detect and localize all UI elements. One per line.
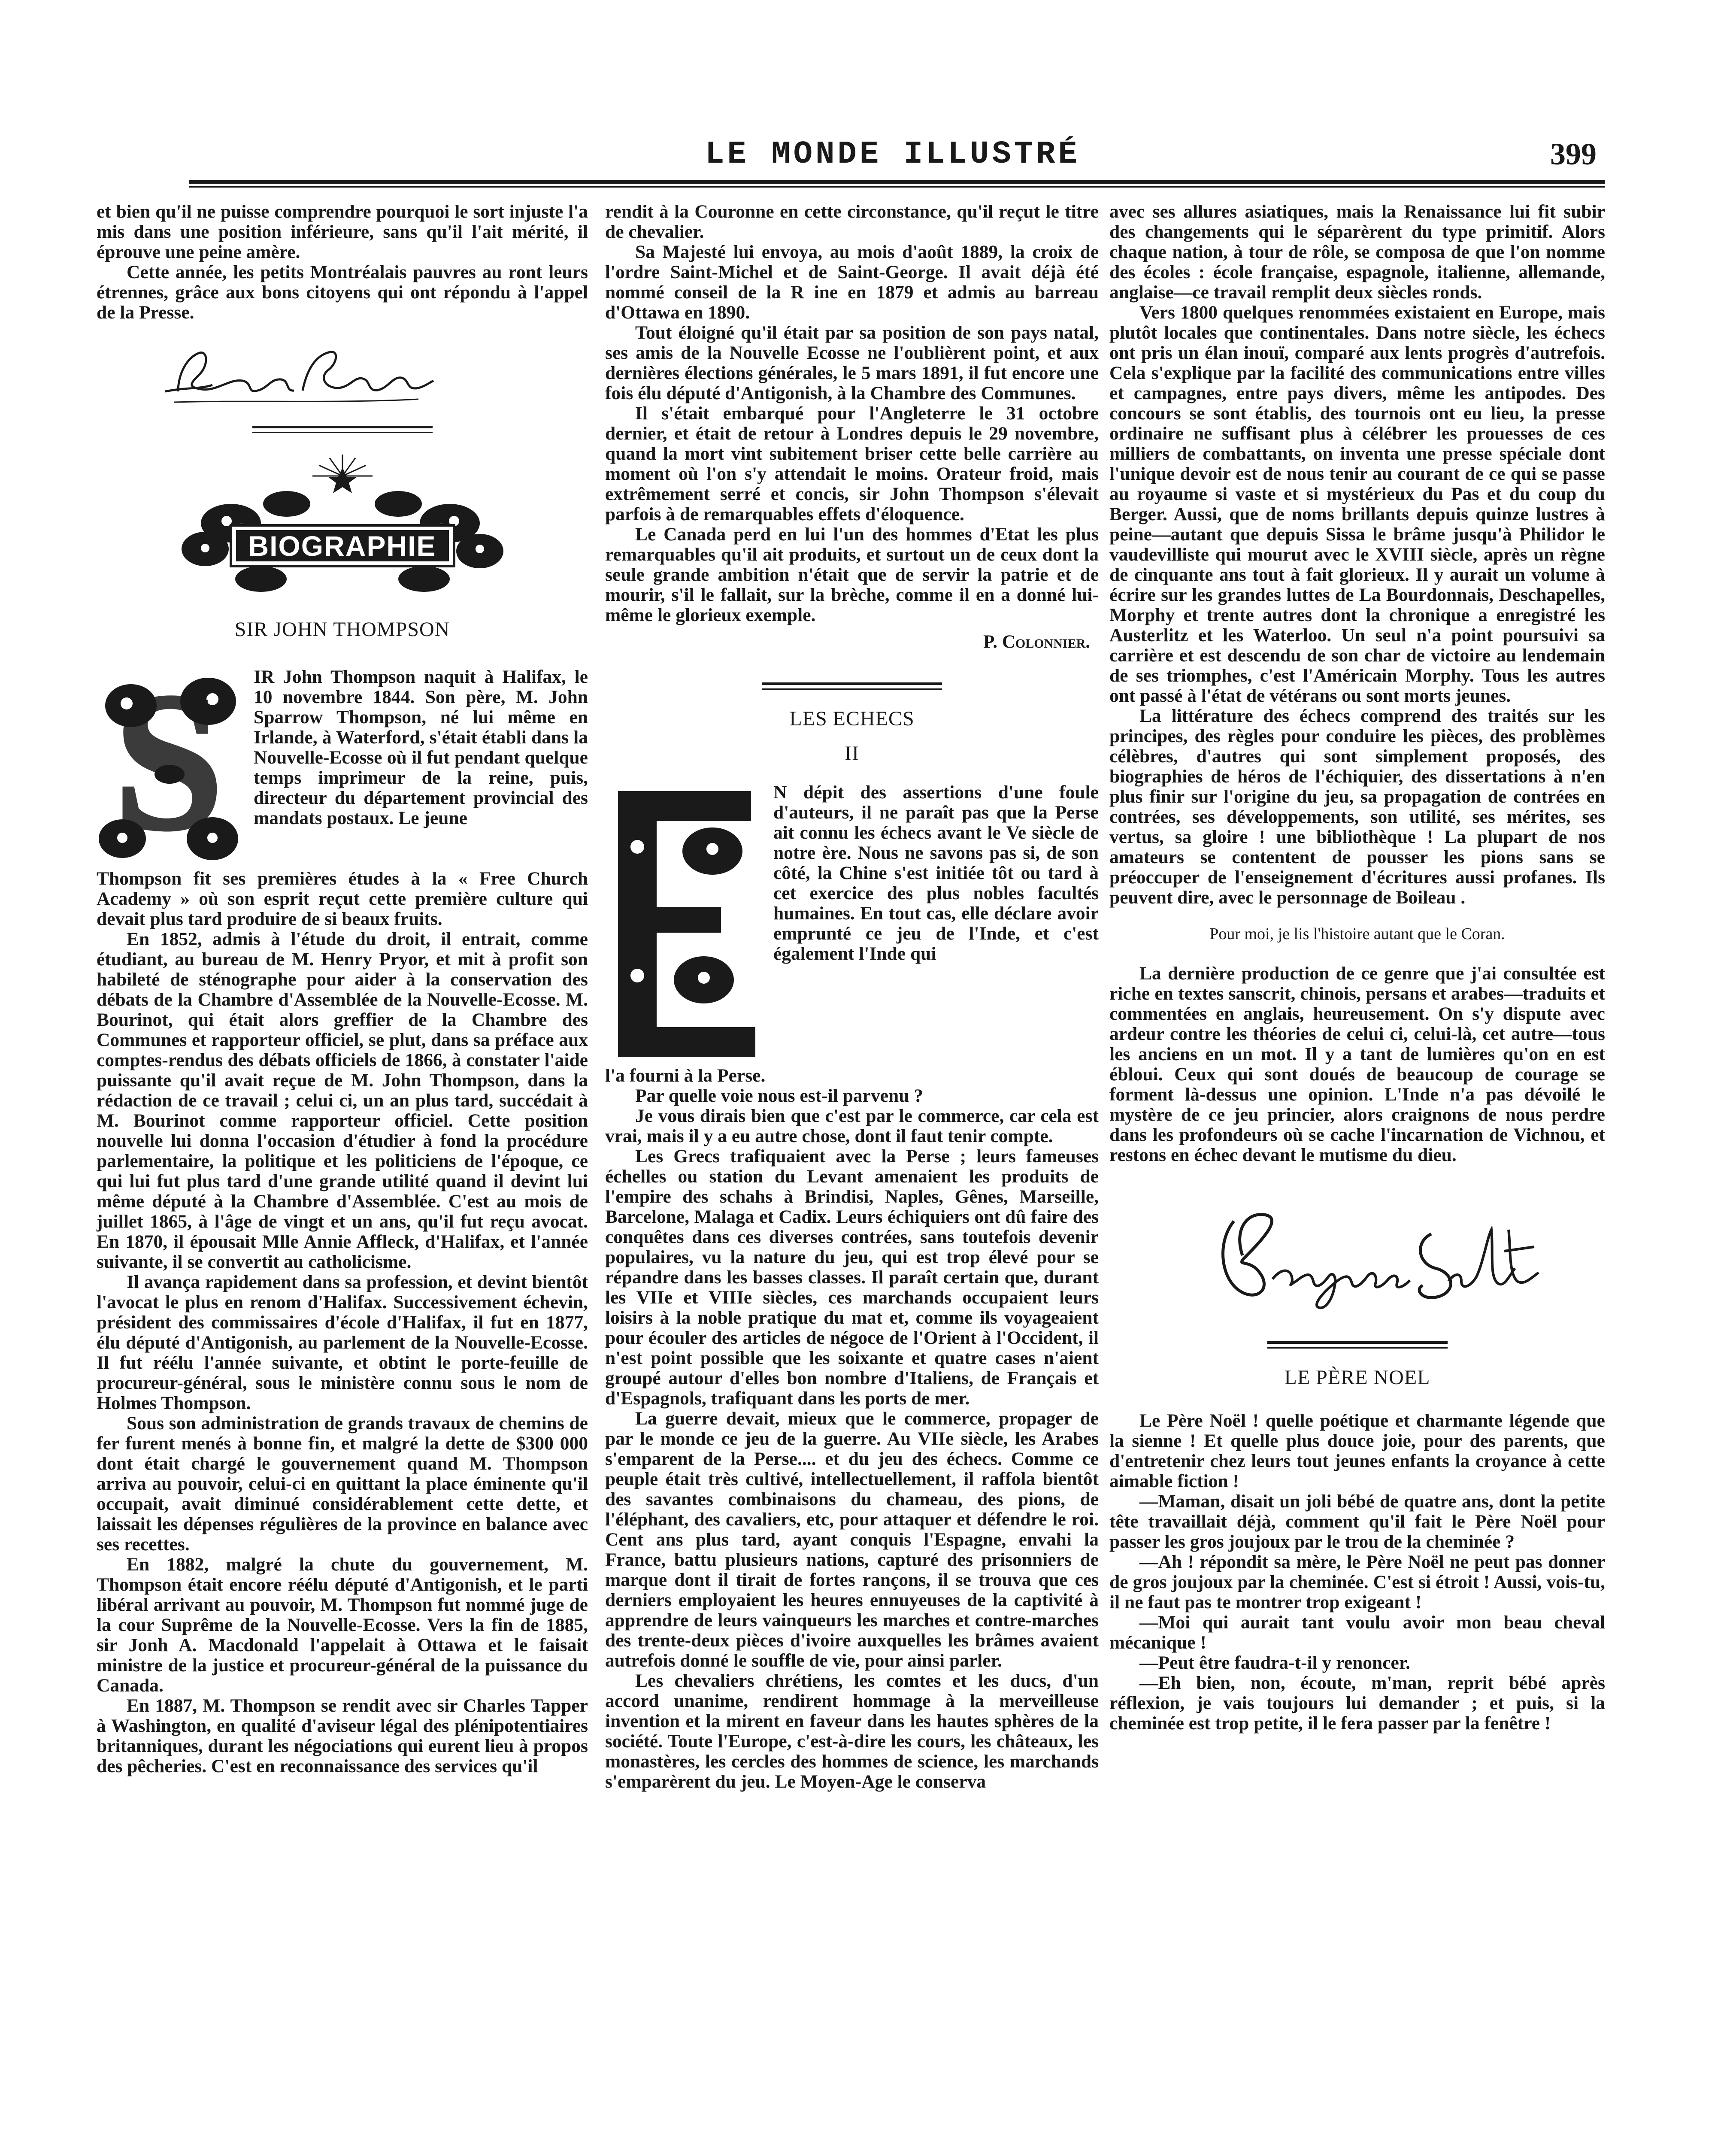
col2-paragraph: Les Grecs trafiquaient avec la Perse ; leurs fameuses échelles ou station du Levant amenaient les produits de l'empire des schahs à Brindisi, Naples, Gênes, Marseille, Barcelone, Malaga et Cadix. Leurs échiquiers ont dû faire des conquêtes dans ces diverses contrées, sans toutefois devenir populaires, vu la nature du jeu, qui est trop élevé pour se répandre dans les basses classes. Il paraît certain que, durant les VIIe et VIIIe siècles, ces marchands occupaient leurs loisirs à la noble pratique du mat et, comme ils voyageaient pour écouler des articles de négoce de l'Orient à l'Occident, il n'est point possible que les soixante et quatre cases n'aient groupé autour d'elles bon nombre d'Italiens, de Français et d'Espagnols, trafiquant dans les ports de mer. xyxy=(605,1146,1099,1409)
journal-title: LE MONDE ILLUSTRÉ xyxy=(705,136,1080,173)
col3-paragraph: —Maman, disait un joli bébé de quatre ans, dont la petite tête travaillait déjà, comment qu'il fait le Père Noël pour passer les gros joujoux par le trou de la cheminée ? xyxy=(1109,1491,1605,1552)
col3-paragraph: —Ah ! répondit sa mère, le Père Noël ne peut pas donner de gros joujoux par la cheminée. C'est si étroit ! Aussi, vois-tu, il ne faut pas te montrer trop exigeant ! xyxy=(1109,1552,1605,1613)
dropcap-paragraph xyxy=(605,782,1099,1066)
column-1 xyxy=(97,202,588,1776)
separator-rule-thin xyxy=(252,432,433,433)
col1-paragraph: En 1852, admis à l'étude du droit, il entrait, comme étudiant, au bureau de M. Henry Pryor, et mit à profit son habileté de sténographe pour aider à la conservation des débats de la Chambre d'Assemblée de la Nouvelle-Ecosse. M. Bourinot, qui était alors greffier de la Chambre des Communes et rapporteur officiel, se plut, dans sa préface aux comptes-rendus des débats officiels de 1866, à constater l'aide puissante qu'il avait reçue de M. John Thompson, dans la rédaction de ce travail ; celui ci, un an plus tard, succédait à M. Bourinot comme rapporteur officiel. Cette position nouvelle lui donna l'occasion d'étudier à fond la procédure parlementaire, la politique et les politiciens de l'époque, ce qui lui fut plus tard d'une grande utilité quand il devint lui même député à la Chambre d'Assemblée. C'est au mois de juillet 1865, à l'âge de vingt et un ans, qu'il fut reçu avocat. En 1870, il épousait Mlle Annie Affleck, d'Halifax, et l'année suivante, il se convertit au catholicisme. xyxy=(97,929,588,1272)
col1-paragraph: Sous son administration de grands travaux de chemins de fer furent menés à bonne fin, et malgré la dette de $300 000 dont était chargé le gouvernement quand M. Thompson arriva au pouvoir, celui-ci en quittant la place éminente qu'il occupait, avait diminué considérablement cette dette, et laissait les dépenses régulières de la province en balance avec ses recettes. xyxy=(97,1413,588,1555)
masthead xyxy=(189,136,1597,171)
section-number: II xyxy=(845,742,859,765)
biographie-banner-label: BIOGRAPHIE xyxy=(248,530,436,562)
col3-paragraph: —Moi qui aurait tant voulu avoir mon beau cheval mécanique ! xyxy=(1109,1612,1605,1653)
col2-paragraph: rendit à la Couronne en cette circonstance, qu'il reçut le titre de chevalier. xyxy=(605,201,1099,242)
dropcap-letter-s: S xyxy=(114,652,224,871)
boileau-quote: Pour moi, je lis l'histoire autant que le Coran. xyxy=(1209,925,1505,943)
col2-paragraph: l'a fourni à la Perse. xyxy=(605,1065,766,1086)
col1-paragraph: En 1882, malgré la chute du gouvernement, M. Thompson était encore réélu député d'Antigonish, et le parti libéral arrivant au pouvoir, M. Thompson fut nommé juge de la cour Suprême de la Nouvelle-Ecosse. Vers la fin de 1885, sir Jonh A. Macdonald l'appelait à Ottawa et le faisait ministre de la justice et procureur-général de la puissance du Canada. xyxy=(97,1554,588,1696)
col1-intro-paragraph: Cette année, les petits Montréalais pauvres au ront leurs étrennes, grâce aux bons citoyens qui ont répondu à l'appel de la Presse. xyxy=(97,262,588,323)
section-title-sir-john-thompson: SIR JOHN THOMPSON xyxy=(234,618,450,641)
page-number: 399 xyxy=(1550,137,1597,171)
col2-paragraph: Il s'était embarqué pour l'Angleterre le 31 octobre dernier, et était de retour à Londres depuis le 29 novembre, quand la mort vint subitement briser cette belle carrière au moment où l'on s'y attendait le moins. Orateur froid, mais extrêmement serré et concis, sir John Thompson s'élevait parfois à de remarquables effets d'éloquence. xyxy=(605,403,1099,524)
column-3 xyxy=(1109,202,1605,1734)
signature-benjamin-sulte xyxy=(1208,1204,1605,1315)
header-rule-thin xyxy=(189,186,1605,188)
handwritten-signature-2 xyxy=(1208,1204,1560,1315)
separator-rule xyxy=(1267,1341,1448,1344)
header-rule xyxy=(189,180,1605,184)
col3-paragraph: Vers 1800 quelques renommées existaient en Europe, mais plutôt locales que continentales. Dans notre siècle, les échecs ont pris un élan inouï, comparé aux lents progrès d'autrefois. Cela s'explique par la facilité des communications entre villes et campagnes, entre pays divers, même les antipodes. Des concours se sont établis, des tournois ont eu lieu, la presse ordinaire ne suffisant plus à célébrer les prouesses de ces milliers de combattants, on inventa une presse spéciale dont l'unique devoir est de nous tenir au courant de ce qui se passe au royaume si vaste et si mystérieux du Pas et du coup du Berger. Aussi, que de noms brillants depuis quinze lustres à peine—autant que depuis Sissa le brâme jusqu'à Philidor le vaudevilliste qui mourut avec le XVIII siècle, après un règne de cinquante ans tout à fait glorieux. Il y aurait un volume à écrire sur les grandes luttes de La Bourdonnais, Deschapelles, Morphy et trente autres dont la chronique a enregistré les Austerlitz et les Waterloo. Un seul n'a point poursuivi sa carrière et est descendu de son char de victoire au lendemain de ses triomphes, c'est l'Américain Morphy. Tous les autres ont passé à l'état de vétérans ou sont morts jeunes. xyxy=(1109,302,1605,706)
col1-paragraph: Thompson fit ses premières études à la « Free Church Academy » où son esprit reçut cette première culture qui devait plus tard produire de si beaux fruits. xyxy=(97,868,588,929)
separator-rule xyxy=(252,426,433,428)
col1-paragraph: Il avança rapidement dans sa profession, et devint bientôt l'avocat le plus en renom d'Halifax. Successivement échevin, président des commissaires d'école d'Halifax, il fut en 1877, élu député d'Antigonish, au parlement de la Nouvelle-Ecosse. Il fut réélu l'année suivante, et obtint le porte-feuille de procureur-général, sous le ministère connu sous le nom de Holmes Thompson. xyxy=(97,1272,588,1413)
col2-paragraph: Les chevaliers chrétiens, les comtes et les ducs, d'un accord unanime, rendirent hommage à la merveilleuse invention et la mirent en faveur dans les hautes sphères de la société. Toute l'Europe, c'est-à-dire les cours, les châteaux, les monastères, les cercles des hommes de science, les marchands s'emparèrent du jeu. Le Moyen-Age le conserva xyxy=(605,1670,1099,1792)
ornamental-dropcap-s xyxy=(97,652,242,871)
signature-leon-ledieu xyxy=(161,340,588,413)
col1-intro-paragraph: et bien qu'il ne puisse comprendre pourquoi le sort injuste l'a mis dans une position inférieure, sans qu'il l'ait mérité, il éprouve une peine amère. xyxy=(97,201,588,262)
section-title-le-pere-noel: LE PÈRE NOEL xyxy=(1284,1366,1430,1389)
separator-rule xyxy=(762,682,942,685)
col3-paragraph: —Peut être faudra-t-il y renoncer. xyxy=(1139,1652,1411,1673)
dropcap-paragraph xyxy=(97,652,588,871)
col2-paragraph: La guerre devait, mieux que le commerce, propager de par le monde ce jeu de la guerre. Au VIIe siècle, les Arabes s'emparent de la Perse.... et du jeu des échecs. Comme ce peuple était très cultivé, intellectuellement, il raffola bientôt des savantes combinaisons du chameau, des pions, de l'éléphant, des cavaliers, etc, pour attaquer et défendre le roi. Cent ans plus tard, ayant conquis l'Espagne, envahi la France, battu plusieurs nations, capturé des prisonniers de marque dont il tirait de fortes rançons, il se trouva que ces derniers employaient les heures ennuyeuses de la captivité à apprendre de leurs vainqueurs les marches et contre-marches des trente-deux pièces d'ivoire auxquelles les brâmes avaient autrefois donné le souffle de vie, pour ainsi parler. xyxy=(605,1408,1099,1671)
separator-rule-thin xyxy=(1267,1347,1448,1349)
dropcap-ornament-e xyxy=(605,782,764,1066)
col2-paragraph: Tout éloigné qu'il était par sa position de son pays natal, ses amis de la Nouvelle Ecosse ne l'oublièrent point, et aux dernières élections générales, le 5 mars 1891, il fut encore une fois élu député d'Antigonish, à la Chambre des Communes. xyxy=(605,322,1099,403)
section-title-les-echecs: LES ECHECS xyxy=(789,707,915,730)
separator-rule-thin xyxy=(762,688,942,690)
dropcap-text: IR John Thompson naquit à Halifax, le 10 novembre 1844. Son père, M. John Sparrow Thompson, né lui même en Irlande, à Waterford, s'était établi dans la Nouvelle-Ecosse où il fut pendant quelque temps imprimeur de la reine, puis, directeur du département provincial des mandats postaux. Le jeune xyxy=(254,667,588,828)
biographie-banner xyxy=(167,450,518,600)
biographie-ornament xyxy=(167,450,518,600)
ornamental-dropcap-e xyxy=(605,782,764,1066)
col2-paragraph: Je vous dirais bien que c'est par le commerce, car cela est vrai, mais il y a eu autre chose, dont il faut tenir compte. xyxy=(605,1106,1099,1146)
col2-paragraph: Sa Majesté lui envoya, au mois d'août 1889, la croix de l'ordre Saint-Michel et de Saint-George. Il avait déjà été nommé conseil de la R ine en 1879 et admis au barreau d'Ottawa en 1890. xyxy=(605,242,1099,323)
col1-paragraph: En 1887, M. Thompson se rendit avec sir Charles Tapper à Washington, en qualité d'aviseur légal des plénipotentiaires britanniques, durant les négociations qui eurent lieu à propos des pêcheries. C'est en reconnaissance des services qu'il xyxy=(97,1695,588,1776)
dropcap-text: N dépit des assertions d'une foule d'auteurs, il ne paraît pas que la Perse ait connu les échecs avant le Ve siècle de notre ère. Nous ne savons pas si, de son côté, la Chine s'est initiée tôt ou tard à cet exercice des plus nobles facultés humaines. En tout cas, elle déclare avoir emprunté ce jeu de l'Inde, et c'est également l'Inde qui xyxy=(773,782,1099,964)
author-signature-colonnier: P. Colonnier. xyxy=(983,632,1090,652)
col2-paragraph: Par quelle voie nous est-il parvenu ? xyxy=(635,1085,924,1106)
column-2 xyxy=(605,202,1099,1792)
col3-paragraph: Le Père Noël ! quelle poétique et charmante légende que la sienne ! Et quelle plus douce joie, pour des parents, que d'entretenir chez leurs tout jeunes enfants la croyance à cette aimable fiction ! xyxy=(1109,1410,1605,1491)
col3-paragraph: —Eh bien, non, écoute, m'man, reprit bébé après réflexion, je vais toujours lui demander ; et puis, si la cheminée est trop petite, il le fera passer par la fenêtre ! xyxy=(1109,1673,1605,1734)
col3-paragraph: La dernière production de ce genre que j'ai consultée est riche en textes sanscrit, chinois, persans et arabes—traduits et commentées en anglais, heureusement. On s'y dispute avec ardeur contre les théories de celui ci, celui-là, cet autre—tous les anciens en un mot. Il y a tant de lumières qu'on en est ébloui. Ceux qui sont doués de beaucoup de courage se forment là-dessus une opinion. L'Inde n'a pas dévoilé le mystère de ce jeu princier, alors craignons de nous perdre dans les profondeurs où se cache l'incarnation de Vichnou, et restons en échec devant le mutisme du dieu. xyxy=(1109,963,1605,1165)
col3-paragraph: La littérature des échecs comprend des traités sur les principes, des règles pour conduire les pièces, des problèmes célèbres, d'autres qui sont simplement proposés, des biographies de héros de l'échiquier, des dissertations à n'en plus finir sur l'origine du jeu, sa propagation de contrées en contrées, ses développements, son utilité, ses mérites, ses vertus, sa gloire ! une bibliothèque ! La plupart de nos amateurs se contentent de pousser les pions sans se préoccuper de l'enseignement d'écritures aussi profanes. Ils peuvent dire, avec le personnage de Boileau . xyxy=(1109,706,1605,908)
col2-paragraph: Le Canada perd en lui l'un des hommes d'Etat les plus remarquables qu'il ait produits, et surtout un de ceux dont la seule grande ambition n'était que de servir la patrie et de mourir, s'il le fallait, sur la brèche, comme il en a donné lui-même le glorieux exemple. xyxy=(605,524,1099,625)
col3-paragraph: avec ses allures asiatiques, mais la Renaissance lui fit subir des changements qui le séparèrent du type primitif. Alors chaque nation, à tour de rôle, se composa de que l'on nomme des écoles : école française, espagnole, italienne, allemande, anglaise—ce travail remplit deux siècles ronds. xyxy=(1109,201,1605,303)
handwritten-signature-1 xyxy=(161,340,436,413)
